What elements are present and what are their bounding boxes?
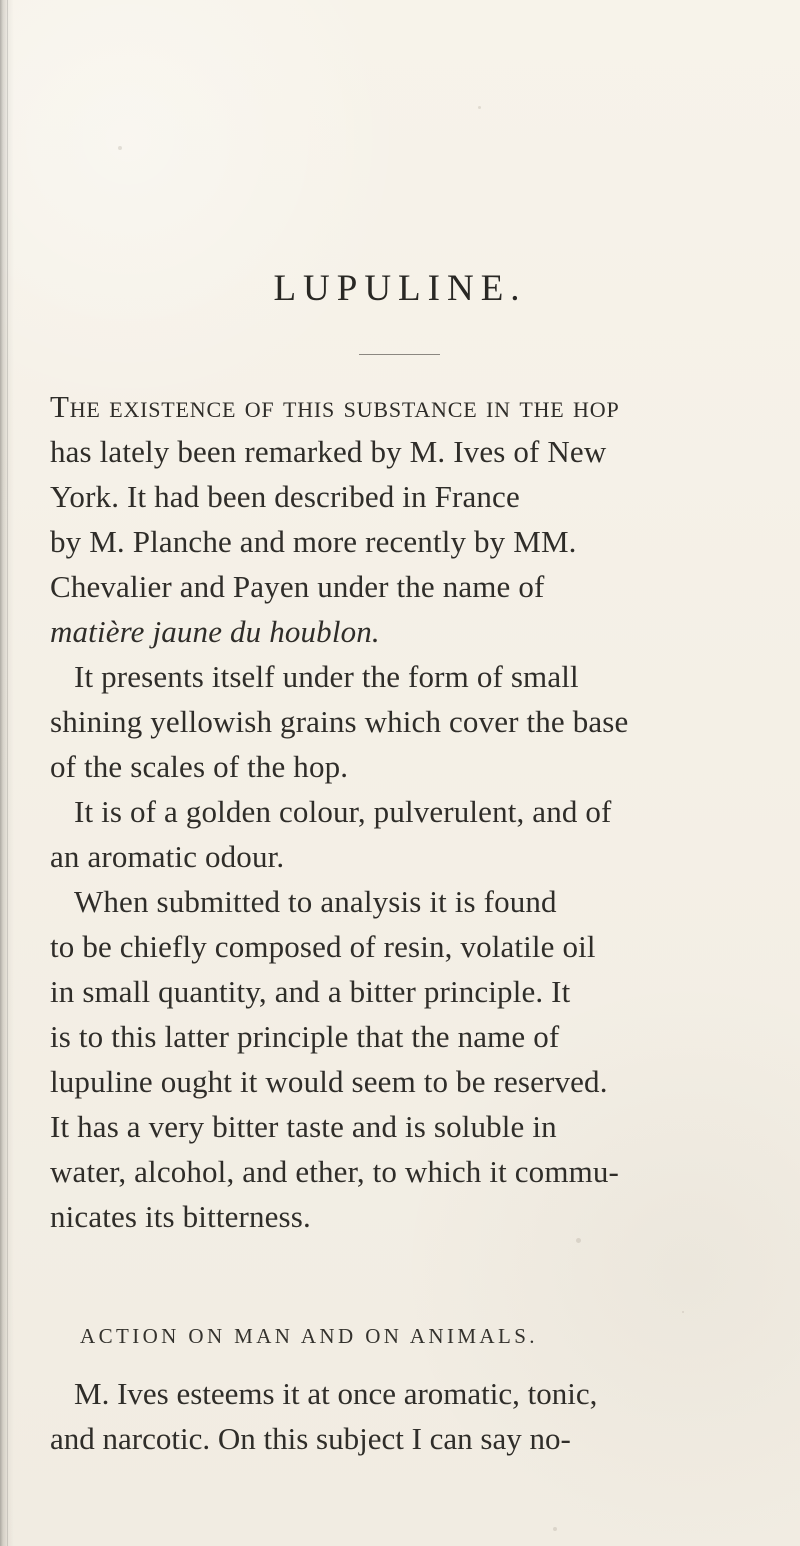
text-line-10: It is of a golden colour, pulverulent, and of: [74, 794, 612, 829]
text-line-9: of the scales of the hop.: [50, 749, 349, 784]
paper-speck-5: [682, 1311, 684, 1313]
text-line-6: matière jaune du houblon.: [50, 614, 380, 649]
text-line-1-content: The existence of this substance in the hop: [50, 389, 620, 424]
text-line-7: It presents itself under the form of small: [74, 659, 579, 694]
text-line-17: It has a very bitter taste and is soluble in: [50, 1109, 557, 1144]
text-line-12: When submitted to analysis it is found: [74, 884, 557, 919]
final-text: [50, 1371, 760, 1461]
text-line-4: by M. Planche and more recently by MM.: [50, 524, 577, 559]
text-line-11: an aromatic odour.: [50, 839, 285, 874]
text-line-14: in small quantity, and a bitter principle. It: [50, 974, 571, 1009]
page-edge-line: [7, 0, 8, 1546]
text-line-2: has lately been remarked by M. Ives of New: [50, 434, 607, 469]
text-line-1: [50, 384, 760, 429]
text-line-13: to be chiefly composed of resin, volatile oil: [50, 929, 596, 964]
final-line-1: M. Ives esteems it at once aromatic, tonic,: [74, 1376, 598, 1411]
paper-speck-4: [553, 1527, 557, 1531]
paper-speck-3: [576, 1238, 581, 1243]
text-line-3: York. It had been described in France: [50, 479, 520, 514]
final-line-2: and narcotic. On this subject I can say no-: [50, 1421, 571, 1456]
text-line-8: shining yellowish grains which cover the base: [50, 704, 629, 739]
paper-speck-1: [118, 146, 122, 150]
text-line-16: lupuline ought it would seem to be reserved.: [50, 1064, 608, 1099]
title-rule: [359, 354, 440, 355]
main-text: [50, 384, 760, 1239]
text-line-5: Chevalier and Payen under the name of: [50, 569, 545, 604]
page-title: LUPULINE.: [273, 268, 527, 309]
paper-speck-2: [478, 106, 481, 109]
section-heading: ACTION ON MAN AND ON ANIMALS.: [80, 1324, 538, 1348]
text-line-18: water, alcohol, and ether, to which it commu-: [50, 1154, 619, 1189]
text-line-15: is to this latter principle that the name of: [50, 1019, 560, 1054]
text-line-19: nicates its bitterness.: [50, 1199, 311, 1234]
